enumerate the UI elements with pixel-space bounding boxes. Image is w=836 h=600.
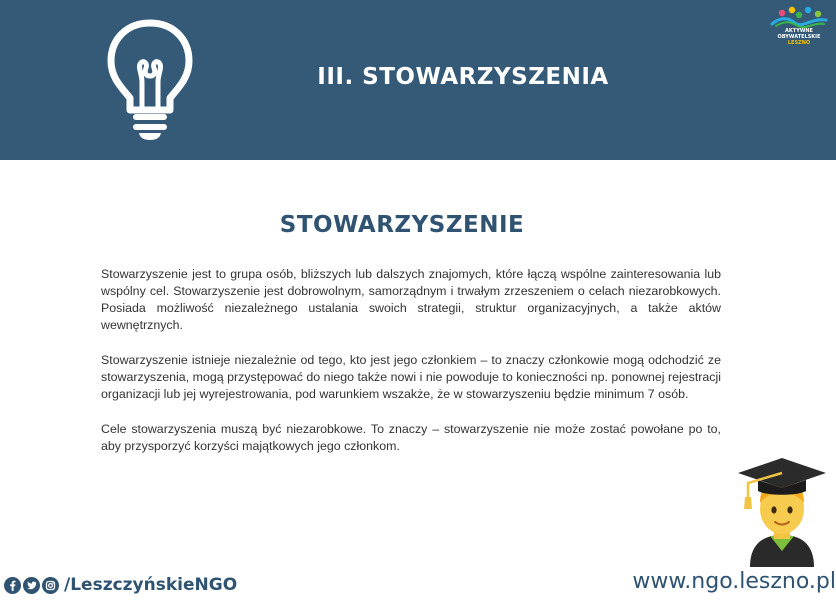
paragraph: Cele stowarzyszenia muszą być niezarobkowe. To znaczy – stowarzyszenie nie może zostać powołane po to, aby przysporzyć korzyści majątkowych jego członkom. — [101, 422, 721, 453]
facebook-icon[interactable] — [4, 577, 21, 594]
logo-text: AKTYWNE OBYWATELSKIE LESZNO — [777, 28, 821, 46]
logo — [768, 6, 830, 54]
website-link[interactable]: www.ngo.leszno.pl — [632, 569, 836, 594]
section-title: III. STOWARZYSZENIA — [317, 64, 609, 90]
content-body — [101, 266, 721, 473]
social-links — [4, 574, 237, 596]
header-banner — [0, 0, 836, 160]
instagram-icon[interactable] — [42, 577, 59, 594]
people-logo-icon — [768, 6, 830, 30]
page-title: STOWARZYSZENIE — [279, 212, 525, 238]
paragraph: Stowarzyszenie istnieje niezależnie od tego, kto jest jego członkiem – to znaczy członkowie mogą odchodzić ze stowarzyszenia, mogą przystępować do niego także nowi i nie powoduje to konieczności np. ponownej rejestracji organizacji lub jej wyrejestrowania, pod warunkiem wszakże, że w stowarzyszeniu będzie minimum 7 osób. — [101, 353, 721, 401]
social-handle[interactable]: /LeszczyńskieNGO — [64, 575, 238, 595]
paragraph: Stowarzyszenie jest to grupa osób, bliższych lub dalszych znajomych, które łączą wspólne zainteresowania lub wspólny cel. Stowarzyszenie jest dobrowolnym, samorządnym i trwałym zrzeszeniem o celach niezarobkowych. Posiada możliwość niezależnego ustalania swoich strategii, struktur organizacyjnych, a także aktów wewnętrznych. — [101, 267, 721, 332]
twitter-icon[interactable] — [23, 577, 40, 594]
graduate-emoji-icon — [736, 455, 828, 567]
